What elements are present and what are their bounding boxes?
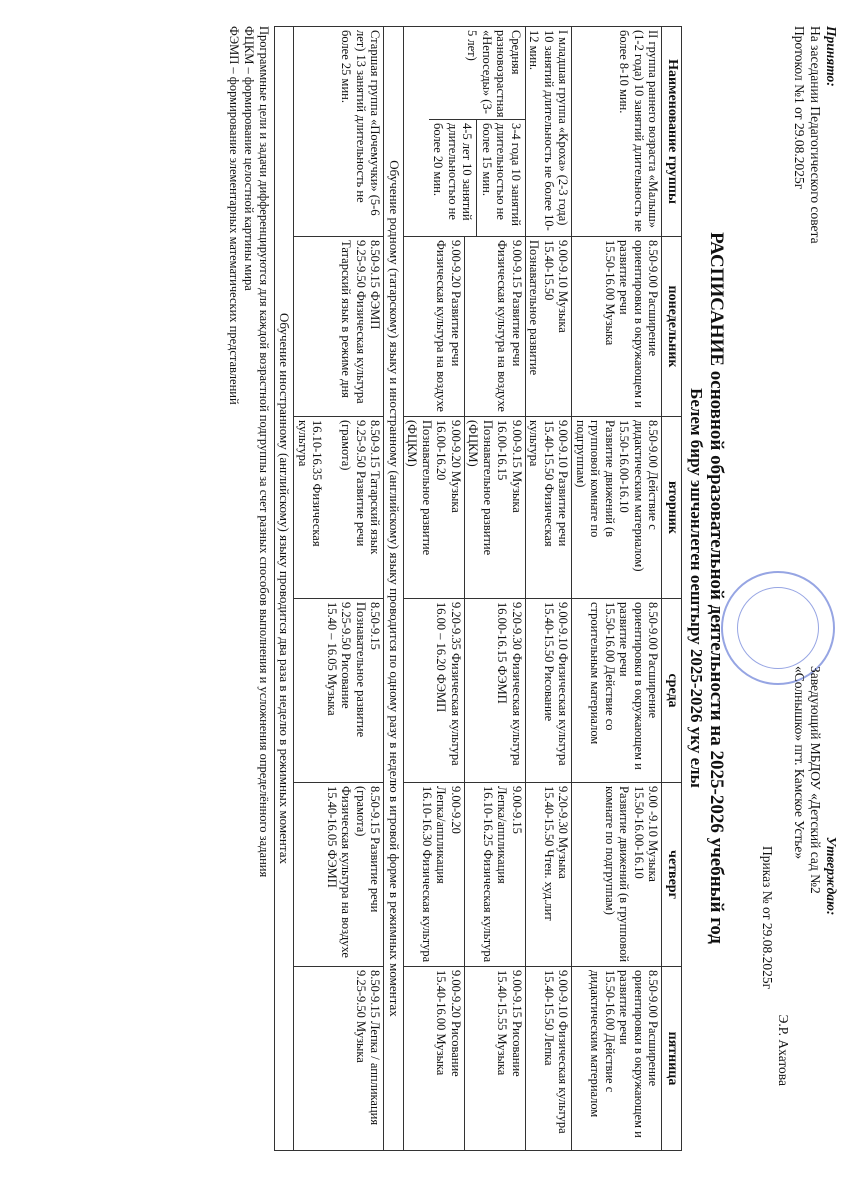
approved-line: Заведующий МБДОУ «Детский сад №2 [808, 666, 823, 894]
group-main-label: Средняя разновозрастная «Непоседы» (3-5 лет) [429, 27, 525, 120]
signature-line [775, 666, 791, 1086]
schedule-entry: 8.50-9.15 ФЭМП [368, 240, 383, 330]
table-row [294, 27, 384, 1151]
schedule-cell [404, 237, 465, 417]
schedule-entry: 9.20-9.30 Физическая культура [510, 602, 524, 766]
schedule-entry: Познавательное развитие [354, 602, 368, 738]
schedule-entry: 15.40-15.55 Музыка [495, 970, 510, 1076]
schedule-entry: 15.50-16.00 Действие с дидактическим материалом [588, 970, 617, 1118]
schedule-entry: 16.00-16.20 [434, 420, 449, 481]
schedule-entry: Лепка/аппликация [434, 786, 449, 884]
schedule-entry: Физическая культура на воздухе [339, 786, 354, 958]
schedule-entry: 15.40-15.50 Рисование [542, 602, 556, 722]
schedule-entry: Физическая культура на воздухе [434, 240, 449, 412]
column-header: понедельник [662, 237, 682, 417]
schedule-entry: Познавательное развитие [527, 240, 542, 376]
footer-line: Программные цели и задачи дифференцируются для каждой возрастной подгруппы за счет разных способов выполнения и усложнения определённого задания [257, 26, 271, 878]
schedule-entry: 9.00-9.10 Музыка [556, 240, 571, 333]
schedule-entry: 9.00-9.15 Развитие речи [510, 240, 524, 367]
column-header: четверг [662, 783, 682, 967]
schedule-entry: 9.20-9.30 Музыка [556, 786, 571, 879]
schedule-entry: 9.00 -9.10 Музыка [646, 786, 661, 882]
schedule-entry: 9.00-9.10 Физическая культура [556, 602, 571, 766]
schedule-entry: 15.40-15.50 [542, 240, 556, 301]
schedule-cell [465, 783, 526, 967]
schedule-entry: 8.50-9.00 Расширение ориентировки в окружающем и развитие речи [617, 240, 661, 408]
schedule-entry: 15.40-15.50 Чтен. худ.лит [542, 786, 556, 921]
schedule-entry: 8.50-9.15 Татарский язык [368, 420, 383, 555]
schedule-cell [572, 783, 662, 967]
schedule-entry: 8.50-9.15 Лепка / аппликация [368, 970, 383, 1126]
schedule-entry: 15.40 – 16.05 Музыка [325, 602, 339, 716]
schedule-entry [325, 420, 340, 595]
note-cell: Обучение родному (татарскому) языку и иностранному (английскому) языку проводится по одному разу в неделю в игровой форме в режимных моментах [384, 27, 404, 1151]
schedule-cell [526, 237, 573, 417]
schedule-cell [572, 967, 662, 1151]
schedule-entry: 15.40-16.05 ФЭМП [325, 786, 339, 888]
note-row [275, 27, 295, 1151]
schedule-entry: Познавательное развитие (ФЦКМ) [405, 420, 434, 556]
accepted-line: Протокол №1 от 29.08.2025г [792, 26, 807, 190]
footer-line: ФЦКМ – формирование целостной картины мира [242, 26, 256, 291]
schedule-cell [526, 967, 573, 1151]
schedule-cell [465, 967, 526, 1151]
schedule-entry: 16.00-16.15 [495, 420, 510, 481]
schedule-entry: 9.00-9.20 Рисование [449, 970, 463, 1077]
schedule-entry: 9.25-9.50 Развитие речи (грамота) [339, 420, 368, 547]
schedule-entry: 9.25-9.50 Рисование [339, 602, 354, 709]
schedule-entry: 9.00-9.10 Физическая культура [556, 970, 571, 1134]
schedule-entry: 9.00-9.20 [449, 786, 463, 834]
group-cell [404, 27, 526, 237]
schedule-cell [404, 967, 465, 1151]
accepted-line: На заседании Педагогического совета [808, 26, 823, 244]
group-cell: Старшая группа «Почемучки» (5-6 лет) 13 занятий длительность не более 25 мин. [294, 27, 384, 237]
schedule-cell [404, 599, 465, 783]
column-header: вторник [662, 417, 682, 599]
schedule-cell [526, 417, 573, 599]
approved-order: Приказ № от 29.08.2025г [760, 846, 775, 990]
schedule-entry: Татарский язык в режиме дня [339, 240, 354, 398]
schedule-entry: 16.10-16.25 Физическая культура [481, 786, 495, 963]
schedule-cell [572, 417, 662, 599]
schedule-entry: 15.50-16.00 Действие со строительным материалом [588, 602, 617, 745]
schedule-entry: Познавательное развитие (ФЦКМ) [466, 420, 495, 556]
footer-notes [226, 26, 271, 1150]
schedule-cell [526, 783, 573, 967]
schedule-entry: 9.00-9.15 [510, 786, 524, 834]
schedule-cell [465, 417, 526, 599]
schedule-entry: 16.10-16.30 Физическая культура [420, 786, 434, 963]
schedule-cell [572, 599, 662, 783]
subgroup-label: 4-5 лет 10 занятий длительностью не более 20 мин. [429, 120, 478, 236]
schedule-entry: 9.25-9.50 Физическая культура [354, 240, 368, 404]
schedule-table [274, 26, 682, 1151]
schedule-entry: 9.00-9.15 Музыка [510, 420, 524, 513]
schedule-entry: 9.00-9.20 Музыка [449, 420, 463, 513]
schedule-cell [404, 783, 465, 967]
schedule-entry: 8.50-9.00 Расширение ориентировки в окружающем и развитие речи [617, 970, 661, 1138]
schedule-cell [465, 237, 526, 417]
accepted-title: Принято: [824, 26, 839, 87]
approved-line: «Солнышко» пгт. Камское Устье» [792, 666, 807, 860]
schedule-cell [294, 417, 384, 599]
schedule-entry: Развитие движений (в групповой комнате по подгруппам) [603, 786, 632, 963]
schedule-entry: Развитие движений (в групповой комнате по подгруппам) [574, 420, 617, 538]
schedule-entry: 15.40-16.00 Музыка [434, 970, 449, 1076]
schedule-entry: 9.20-9.35 Физическая культура [449, 602, 463, 766]
document-header [727, 26, 839, 1150]
approved-title: Утверждаю: [824, 836, 839, 916]
schedule-entry: 15.40-15.50 Лепка [542, 970, 556, 1066]
accepted-block [791, 26, 839, 244]
schedule-entry: 9.00-9.15 Рисование [510, 970, 524, 1077]
schedule-entry: 8.50-9.00 Действие с дидактическим материалом) [632, 420, 661, 572]
table-header-row [662, 27, 682, 1151]
table-row [572, 27, 662, 1151]
table-row [526, 27, 573, 1151]
schedule-entry: 16.00-16.15 ФЭМП [495, 602, 510, 704]
note-cell: Обучение иностранному (английскому) языку проводится два раза в неделю в режимных моментах [275, 27, 295, 1151]
schedule-entry: 16.00 – 16.20 ФЭМП [434, 602, 449, 713]
footer-line: ФЭМП – формирование элементарных математических представлений [227, 26, 241, 405]
schedule-entry: 9.00-9.20 Развитие речи [449, 240, 463, 367]
schedule-cell [294, 783, 384, 967]
group-cell: II группа раннего возраста «Малыш» (1-2 года) 10 занятий длительность не более 8-10 мин. [572, 27, 662, 237]
schedule-cell [294, 599, 384, 783]
column-header: среда [662, 599, 682, 783]
schedule-cell [404, 417, 465, 599]
schedule-entry: 16.10-16.35 Физическая культура [296, 420, 325, 547]
schedule-entry: 8.50-9.15 Развитие речи (грамота) [354, 786, 383, 913]
schedule-entry: 15.40-15.50 Физическая культура [527, 420, 556, 547]
subgroup-label: 3-4 года 10 занятий длительностью не более 15 мин. [480, 123, 523, 226]
schedule-cell [526, 599, 573, 783]
schedule-cell [465, 599, 526, 783]
group-cell: I младшая группа «Кроха» (2-3 года) 10 занятий длительность не более 10-12 мин. [526, 27, 573, 237]
schedule-entry: 15.50-16.00-16.10 [632, 786, 646, 879]
approved-block [759, 666, 839, 1086]
schedule-document [49, 0, 849, 1170]
schedule-cell [294, 237, 384, 417]
schedule-entry: Лепка/аппликация [495, 786, 510, 884]
column-header: пятница [662, 967, 682, 1151]
schedule-entry: 15.50-16.00-16.10 [617, 420, 632, 513]
approved-name: Э.Р. Ахатова [776, 1014, 791, 1086]
schedule-entry: 15.50-16.00 Музыка [603, 240, 617, 346]
schedule-cell [294, 967, 384, 1151]
schedule-entry: 8.50-9.00 Расширение ориентировки в окружающем и развитие речи [617, 602, 661, 770]
column-header: Наименование группы [662, 27, 682, 237]
note-row [384, 27, 404, 1151]
page-title: РАСПИСАНИЕ основной образовательной деятельности на 2025-2026 учебный год [706, 232, 727, 944]
schedule-entry: 8.50-9.15 [368, 602, 383, 650]
schedule-entry: Физическая культура на воздухе [495, 240, 510, 412]
table-row [465, 27, 526, 1151]
schedule-entry: 9.00-9.10 Развитие речи [556, 420, 571, 547]
schedule-entry: 9.25-9.50 Музыка [354, 970, 368, 1063]
schedule-cell [572, 237, 662, 417]
page-subtitle: Белем биру эшчәнлеген оештыру 2025-2026 уку елы [687, 388, 706, 788]
